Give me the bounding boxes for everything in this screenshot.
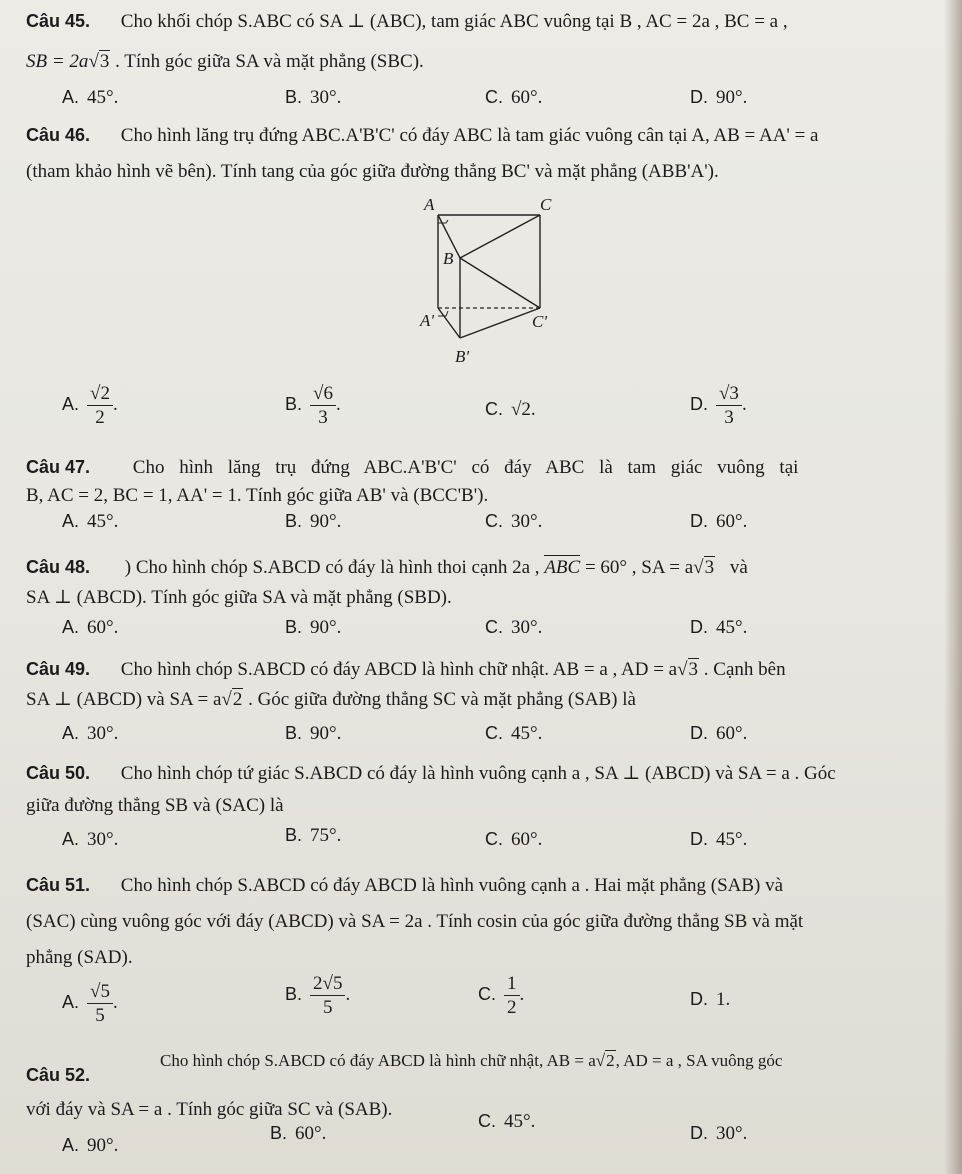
q50-line2: giữa đường thẳng SB và (SAC) là	[26, 795, 284, 816]
q45-line1: Cho khối chóp S.ABC có SA ⊥ (ABC), tam giác ABC vuông tại B , AC = 2a , BC = a ,	[120, 11, 788, 32]
q51-option-a[interactable]: A. $\frac{√5}{5}$ .	[62, 981, 118, 1026]
q51-number: Câu 51.	[26, 875, 91, 895]
q45-line2: SB = 2a√3 . Tính góc giữa SA và mặt phẳng (SBC).	[26, 51, 424, 72]
figure-label-c1: C'	[532, 312, 547, 331]
q47-option-c[interactable]: C. 30°.	[485, 511, 543, 532]
q48-option-c[interactable]: C. 30°.	[485, 617, 543, 638]
q45-option-c[interactable]: C. 60°.	[485, 87, 543, 108]
q50-option-c[interactable]: C. 60°.	[485, 829, 543, 850]
q48: Câu 48. ) Cho hình chóp S.ABCD có đáy là hình thoi cạnh 2a , ABC = 60° , SA = a√3 và	[26, 557, 748, 578]
q45-option-d[interactable]: D. 90°.	[690, 87, 748, 108]
q51-option-b[interactable]: B. $\frac{2√5}{5}$ .	[285, 973, 351, 1018]
q46-option-b[interactable]: B. $\frac{√6}{3}$ .	[285, 383, 341, 428]
q47-line1: Cho hình lăng trụ đứng ABC.A'B'C' có đáy ABC là tam giác vuông tại	[132, 457, 799, 478]
q48-number: Câu 48.	[26, 557, 91, 577]
q49-line2: SA ⊥ (ABCD) và SA = a√2 . Góc giữa đường thẳng SC và mặt phẳng (SAB) là	[26, 689, 636, 710]
q49-option-b[interactable]: B. 90°.	[285, 723, 342, 744]
figure-label-b: B	[443, 249, 454, 268]
q47-option-b[interactable]: B. 90°.	[285, 511, 342, 532]
figure-label-b1: B'	[455, 347, 470, 366]
q50	[26, 764, 836, 783]
q48-line2: SA ⊥ (ABCD). Tính góc giữa SA và mặt phẳng (SBD).	[26, 587, 452, 608]
q51-line3: phẳng (SAD).	[26, 947, 133, 968]
q52-option-d[interactable]: D. 30°.	[690, 1123, 748, 1144]
q49-number: Câu 49.	[26, 659, 91, 679]
q46-line2: (tham khảo hình vẽ bên). Tính tang của góc giữa đường thẳng BC' và mặt phẳng (ABB'A').	[26, 161, 719, 182]
q52-option-c[interactable]: C. 45°.	[478, 1111, 536, 1132]
q45	[26, 12, 788, 31]
prism-figure	[410, 190, 580, 370]
q47	[26, 458, 798, 477]
q49: Câu 49. Cho hình chóp S.ABCD có đáy ABCD là hình chữ nhật. AB = a , AD = a√3 . Cạnh bên	[26, 659, 786, 680]
figure-label-a: A	[424, 195, 435, 214]
photo-edge-shadow	[944, 0, 962, 1174]
q52	[26, 1066, 90, 1085]
q50-line1: Cho hình chóp tứ giác S.ABCD có đáy là hình vuông cạnh a , SA ⊥ (ABCD) và SA = a . Góc	[120, 763, 836, 784]
q46-option-c[interactable]: C. √2.	[485, 399, 536, 420]
q51-line1: Cho hình chóp S.ABCD có đáy ABCD là hình vuông cạnh a . Hai mặt phẳng (SAB) và	[120, 875, 784, 896]
q52-line2: với đáy và SA = a . Tính góc giữa SC và (SAB).	[26, 1099, 393, 1120]
q47-option-a[interactable]: A. 45°.	[62, 511, 119, 532]
q52-option-a[interactable]: A. 90°.	[62, 1135, 119, 1156]
q52-option-b[interactable]: B. 60°.	[270, 1123, 327, 1144]
q46-option-d[interactable]: D. $\frac{√3}{3}$ .	[690, 383, 747, 428]
q51-option-c[interactable]: C. $\frac{1}{2}$ .	[478, 973, 525, 1018]
q46-line1: Cho hình lăng trụ đứng ABC.A'B'C' có đáy ABC là tam giác vuông cân tại A, AB = AA' = a	[120, 125, 819, 146]
figure-label-a1: A'	[420, 311, 435, 330]
q49-option-d[interactable]: D. 60°.	[690, 723, 748, 744]
q50-option-a[interactable]: A. 30°.	[62, 829, 119, 850]
q46	[26, 126, 819, 145]
figure-label-c: C	[540, 195, 552, 214]
q47-option-d[interactable]: D. 60°.	[690, 511, 748, 532]
q45-number: Câu 45.	[26, 11, 91, 31]
q51-line2: (SAC) cùng vuông góc với đáy (ABCD) và SA = 2a . Tính cosin của góc giữa đường thẳng SB và mặt	[26, 911, 804, 932]
q52-number: Câu 52.	[26, 1065, 91, 1085]
q48-option-b[interactable]: B. 90°.	[285, 617, 342, 638]
q48-option-d[interactable]: D. 45°.	[690, 617, 748, 638]
q47-number: Câu 47.	[26, 457, 91, 477]
q49-option-a[interactable]: A. 30°.	[62, 723, 119, 744]
q50-number: Câu 50.	[26, 763, 91, 783]
q47-line2: B, AC = 2, BC = 1, AA' = 1. Tính góc giữa AB' và (BCC'B').	[26, 485, 489, 506]
q51	[26, 876, 783, 895]
q45-option-a[interactable]: A. 45°.	[62, 87, 119, 108]
q50-option-d[interactable]: D. 45°.	[690, 829, 748, 850]
q46-number: Câu 46.	[26, 125, 91, 145]
q45-option-b[interactable]: B. 30°.	[285, 87, 342, 108]
q52-line1: Cho hình chóp S.ABCD có đáy ABCD là hình chữ nhật, AB = a√2, AD = a , SA vuông góc	[160, 1051, 783, 1070]
q50-option-b[interactable]: B. 75°.	[285, 825, 342, 846]
q49-option-c[interactable]: C. 45°.	[485, 723, 543, 744]
q51-option-d[interactable]: D. 1.	[690, 989, 731, 1010]
q46-option-a[interactable]: A. $\frac{√2}{2}$ .	[62, 383, 118, 428]
q48-option-a[interactable]: A. 60°.	[62, 617, 119, 638]
